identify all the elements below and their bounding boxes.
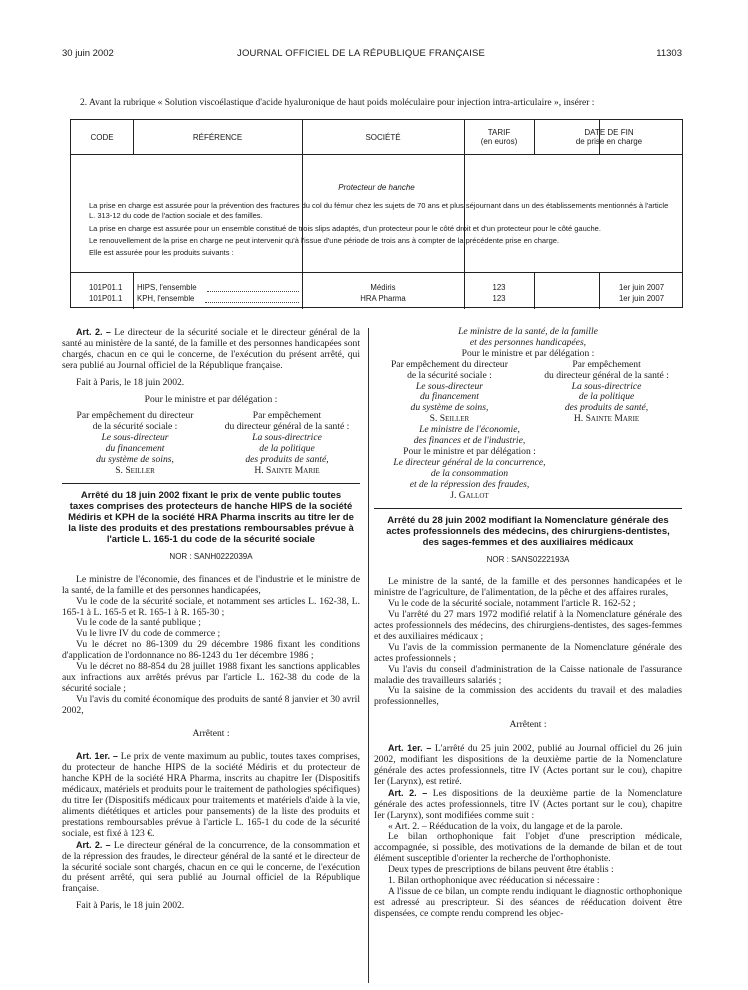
paragraph: Vu l'avis du comité économique des produits de santé 8 janvier et 30 avril 2002, [62, 693, 360, 716]
fait-a-paris: Fait à Paris, le 18 juin 2002. [76, 376, 185, 388]
sig-line: des produits de santé, [245, 454, 329, 466]
col-header-reference: RÉFÉRENCE [192, 132, 243, 142]
fait-a-paris: Fait à Paris, le 18 juin 2002. [76, 900, 185, 912]
signatory-name: J. Gallot [450, 489, 489, 501]
table-paragraph: La prise en charge est assurée pour un ensemble constitué de trois slips adaptés, d'un protecteur pour le côté droit et d'un protecteur pour le côté gauche. [89, 224, 601, 233]
quote-paragraph: 1. Bilan orthophonique avec rééducation si nécessaire : [388, 875, 600, 887]
quote-paragraph: Le bilan orthophonique fait l'objet d'une prescription médicale, accompagnée, si possible, des motivations de la demande de bilan et de tout élément susceptible d'orienter la recherche de l'orthophoniste. [374, 831, 682, 865]
sig-line: du directeur général de la santé : [544, 369, 669, 381]
paragraph: Le ministre de l'économie, des finances et de l'industrie et le ministre de la santé, de la famille et des personnes handicapées, [62, 573, 360, 596]
table-paragraph: Elle est assurée pour les produits suivants : [89, 248, 234, 257]
paragraph: Vu le livre IV du code de commerce ; [76, 628, 221, 640]
article-text: Les dispositions de la deuxième partie de la Nomenclature générale des actes professionnels, titre IV (Actes portant sur le cou), chapitre Ier (Larynx), sont modifiées comme suit : [374, 787, 682, 821]
arrete-title: Arrêté du 28 juin 2002 modifiant la Nomenclature générale des actes professionnels des médecins, des chirurgiens-dentistes, des sages-femmes et des auxiliaires médicaux [386, 514, 670, 548]
minister-line: des finances et de l'industrie, [413, 435, 526, 447]
director-line: de la consommation [430, 467, 509, 479]
sig-line: de la politique [259, 443, 315, 455]
article-text: Le prix de vente maximum au public, toutes taxes comprises, du protecteur de hanche HIPS de la société Médiris et du protecteur de hanche KPH de la société HRA Pharma, inscrits au chapitre Ier (Dispositifs médicaux, matériels et produits pour le traitement de pathologies spécifiques) du titre Ier (Dispositifs médicaux pour traitements et matériels d'aide à la vie, aliments diététiques et articles pour pansements) de la liste des produits et prestations remboursables prévue à l'article L. 165-1 du code de la sécurité sociale, est fixé à 123 €. [62, 751, 360, 839]
column-divider [368, 328, 369, 983]
paragraph: Vu l'avis du conseil d'administration de la Caisse nationale de l'assurance maladie des travailleurs salariés ; [374, 663, 682, 686]
sig-line: Par empêchement [252, 410, 322, 422]
table-paragraph: La prise en charge est assurée pour la prévention des fractures du col du fémur chez les sujets de 70 ans et plus séjournant dans un des établissements mentionnés à l'article L. 313-12 du code de l'action sociale et des familles. [89, 201, 669, 220]
sig-line: de la politique [578, 391, 635, 403]
minister-line: Le ministre de l'économie, [419, 424, 520, 436]
article-text: Le directeur général de la concurrence, de la consommation et de la répression des fraudes, le directeur général de la santé et le directeur de la sécurité sociale sont chargés, chacun en ce qui le concerne, de l'exécution du présent arrêté, qui sera publié au Journal officiel de la République française. [62, 839, 360, 895]
sig-line: Par empêchement [572, 358, 641, 370]
sig-line: La sous-directrice [571, 380, 642, 392]
row-societe: Médiris [370, 283, 396, 292]
page-number: 11303 [656, 48, 682, 59]
minister-line: Le ministre de la santé, de la famille [458, 326, 598, 337]
nor-reference: NOR : SANS0222193A [486, 554, 570, 564]
delegation-line: Pour le ministre et par délégation : [461, 347, 595, 359]
paragraph: Vu le décret no 86-1309 du 29 décembre 1986 fixant les conditions d'application de l'ordonnance no 86-1243 du 1er décembre 1986 ; [62, 639, 360, 662]
row-reference: HIPS, l'ensemble [137, 283, 197, 292]
row-date: 1er juin 2007 [618, 294, 665, 303]
tarif-label: TARIF [487, 128, 511, 137]
sig-line: du système de soins, [96, 454, 174, 466]
row-tarif: 123 [492, 294, 506, 303]
paragraph: Le ministre de la santé, de la famille et des personnes handicapées et le ministre de l'agriculture, de l'alimentation, de la pêche et des affaires rurales, [374, 576, 682, 599]
sig-line: Le sous-directeur [415, 380, 483, 392]
sig-line: du directeur général de la santé : [224, 421, 350, 433]
col-header-date-fin [534, 120, 684, 154]
header-date: 30 juin 2002 [62, 48, 114, 59]
paragraph: Vu le décret no 88-854 du 28 juillet 1988 fixant les sanctions applicables aux infractions aux arrêtés prévus par l'article L. 162-38 du code de la sécurité sociale ; [62, 661, 360, 694]
row-code: 101P01.1 [89, 294, 123, 303]
sig-line: Le sous-directeur [101, 432, 169, 444]
sig-line: de la sécurité sociale : [407, 369, 492, 381]
row-societe: HRA Pharma [360, 294, 406, 303]
director-line: Le directeur général de la concurrence, [393, 456, 546, 468]
quote-paragraph: A l'issue de ce bilan, un compte rendu indiquant le diagnostic orthophonique est adressé au prescripteur. Si des séances de rééducation doivent être dispensées, ce compte rendu comprend les objec- [374, 885, 682, 919]
left-column [62, 327, 360, 912]
paragraph: Vu le code de la sécurité sociale, et notamment ses articles L. 162-38, L. 165-1 à L. 165-5 et R. 165-1 à R. 165-30 ; [62, 595, 360, 618]
article-label: Art. 2. – [76, 327, 111, 337]
paragraph: Vu le code de la santé publique ; [76, 617, 201, 629]
sig-line: Par empêchement du directeur [76, 410, 194, 422]
quote-paragraph: « Art. 2. – Rééducation de la voix, du langage et de la parole. [388, 820, 623, 832]
article-label: Art. 2. – [388, 787, 428, 798]
paragraph: Vu l'arrêté du 27 mars 1972 modifié relatif à la Nomenclature générale des actes professionnels des médecins, des chirurgiens-dentistes, des sages-femmes et des auxiliaires médicaux ; [374, 609, 682, 642]
article-text: Le directeur de la sécurité sociale et le directeur général de la santé au ministère de la santé, de la famille et des personnes handicapées sont chargés, chacun en ce qui le concerne, de l'exécution du présent arrêté, qui sera publié au Journal officiel de la République française. [62, 327, 360, 371]
col-header-tarif [464, 120, 534, 154]
page-header [62, 48, 682, 62]
arrete-title: Arrêté du 18 juin 2002 fixant le prix de vente public toutes taxes comprises des protecteurs de hanche HIPS de la société Médiris et KPH de la société HRA Pharma inscrits au titre Ier de la liste des produits et des prestations remboursables prévue à l'article L. 165-1 du code de la sécurité sociale [68, 489, 354, 545]
article-label: Art. 1er. – [388, 743, 432, 754]
product-heading: Protecteur de hanche [338, 183, 415, 192]
sig-line: de la sécurité sociale : [92, 421, 178, 433]
row-tarif: 123 [492, 283, 506, 292]
quote-paragraph: Deux types de prescriptions de bilans peuvent être établis : [388, 864, 614, 876]
director-line: et de la répression des fraudes, [409, 478, 530, 490]
signatory-name: H. Sainte Marie [573, 413, 640, 425]
sig-line: du financement [420, 391, 479, 403]
date-fin-label: DATE DE FIN [584, 128, 634, 137]
row-code: 101P01.1 [89, 283, 123, 292]
row-reference: KPH, l'ensemble [137, 294, 195, 303]
col-header-societe: SOCIÉTÉ [365, 132, 401, 142]
paragraph: Vu la saisine de la commission des accidents du travail et des maladies professionnelles, [374, 685, 682, 708]
right-column [374, 327, 682, 920]
sig-line: La sous-directrice [252, 432, 322, 444]
nor-reference: NOR : SANH0222039A [169, 551, 253, 561]
sig-line: du système de soins, [410, 402, 489, 414]
article-label: Art. 1er. – [76, 751, 118, 762]
signatory-name: S. Seiller [115, 464, 155, 476]
sig-line: des produits de santé, [564, 402, 649, 414]
paragraph: Vu le code de la sécurité sociale, notamment l'article R. 162-52 ; [388, 598, 636, 610]
signature-block [62, 411, 360, 476]
arretent: Arrêtent : [509, 719, 547, 731]
delegation-line: Pour le ministre et par délégation : [403, 445, 536, 457]
col-header-code: CODE [90, 132, 114, 142]
date-fin-label-2: de prise en charge [575, 137, 643, 146]
sig-line: du financement [105, 443, 165, 455]
journal-title: JOURNAL OFFICIEL DE LA RÉPUBLIQUE FRANÇAISE [237, 48, 486, 59]
table-paragraph: Le renouvellement de la prise en charge ne peut intervenir qu'à l'issue d'une période de trois ans à compter de la précédente prise en charge. [89, 236, 560, 245]
arretent: Arrêtent : [192, 727, 230, 739]
article-label: Art. 2. – [76, 839, 111, 850]
sig-line: Par empêchement du directeur [390, 358, 508, 370]
intro-instruction: 2. Avant la rubrique « Solution viscoélastique d'acide hyaluronique de haut poids moléculaire pour injection intra-articulaire », insérer : [80, 98, 595, 108]
row-date: 1er juin 2007 [618, 283, 665, 292]
signatory-name: S. Seiller [429, 413, 470, 425]
signature-block [374, 360, 682, 425]
product-table [70, 119, 683, 308]
delegation-line: Pour le ministre et par délégation : [144, 393, 278, 405]
tarif-unit: (en euros) [480, 137, 518, 146]
paragraph: Vu l'avis de la commission permanente de la Nomenclature générale des actes professionnels ; [374, 641, 682, 664]
signatory-name: H. Sainte Marie [254, 464, 320, 476]
article-text: L'arrêté du 25 juin 2002, publié au Journal officiel du 26 juin 2002, modifiant les dispositions de la deuxième partie de la Nomenclature générale des actes professionnels, titre IV (Actes portant sur le cou), chapitre Ier (Larynx), est retiré. [374, 743, 683, 787]
minister-line: et des personnes handicapées, [469, 336, 587, 348]
